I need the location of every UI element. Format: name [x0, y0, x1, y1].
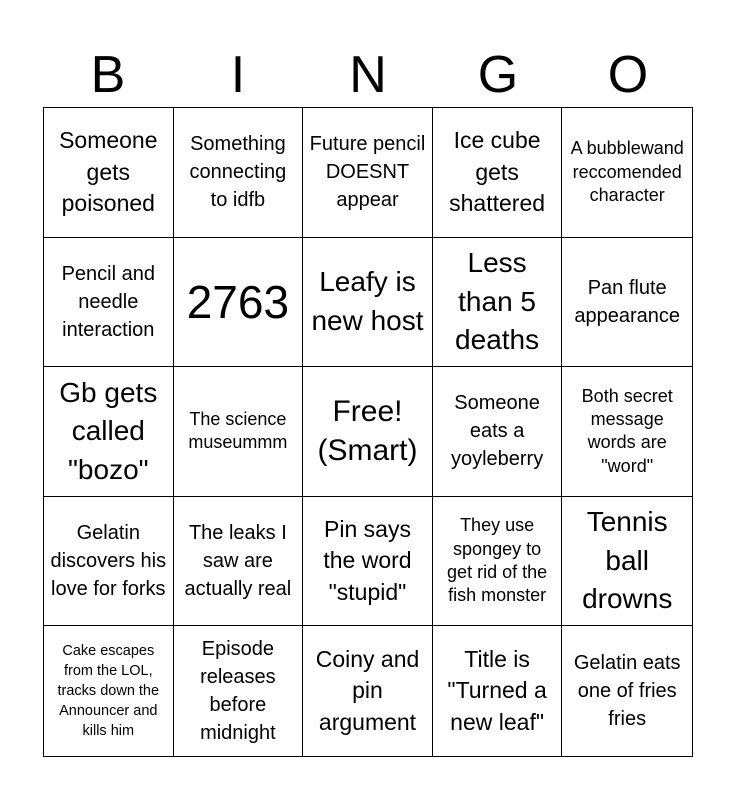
cell-text: Gb gets called "bozo"	[59, 376, 158, 485]
bingo-cell[interactable]	[303, 108, 433, 238]
cell-text: Someone gets poisoned	[59, 127, 158, 217]
cell-text: Title is "Turned a new leaf"	[447, 645, 547, 735]
cell-text: Both secret message words are "word"	[581, 385, 673, 476]
cell-text: Coiny and pin argument	[315, 645, 420, 735]
bingo-cell[interactable]	[303, 497, 433, 627]
cell-text: Gelatin eats one of fries fries	[573, 652, 681, 731]
bingo-cell[interactable]	[174, 108, 304, 238]
cell-text: Episode releases before midnight	[200, 638, 276, 745]
bingo-cell[interactable]	[433, 108, 563, 238]
header-letter-n: N	[349, 46, 387, 104]
cell-text: Future pencil DOESNT appear	[309, 133, 426, 212]
header-letter-g: G	[477, 46, 519, 104]
bingo-cell[interactable]	[433, 367, 563, 497]
bingo-cell[interactable]	[303, 626, 433, 756]
free-space-cell[interactable]	[303, 367, 433, 497]
bingo-cell[interactable]	[174, 238, 304, 368]
cell-text: The leaks I saw are actually real	[184, 522, 292, 601]
cell-text: Tennis ball drowns	[582, 506, 673, 615]
cell-text: Less than 5 deaths	[455, 246, 540, 356]
bingo-cell[interactable]	[44, 108, 174, 238]
bingo-board	[43, 107, 693, 757]
cell-text: A bubblewand reccomended character	[570, 138, 684, 205]
cell-text: 2763	[186, 275, 290, 328]
bingo-cell[interactable]	[174, 626, 304, 756]
cell-text: Ice cube gets shattered	[449, 127, 546, 217]
bingo-header	[43, 42, 693, 108]
cell-text: Pan flute appearance	[574, 276, 681, 327]
cell-text: Something connecting to idfb	[189, 133, 287, 212]
header-letter-b: B	[90, 46, 126, 104]
cell-text: Cake escapes from the LOL, tracks down the Announcer and kills him	[57, 643, 160, 740]
bingo-cell[interactable]	[562, 367, 692, 497]
bingo-cell[interactable]	[44, 626, 174, 756]
bingo-cell[interactable]	[303, 238, 433, 368]
bingo-cell[interactable]	[174, 367, 304, 497]
bingo-cell[interactable]	[174, 497, 304, 627]
cell-text: The science museummm	[188, 409, 288, 453]
bingo-cell[interactable]	[562, 108, 692, 238]
cell-text: Gelatin discovers his love for forks	[50, 522, 167, 601]
bingo-cell[interactable]	[562, 497, 692, 627]
bingo-cell[interactable]	[562, 626, 692, 756]
cell-text: Pencil and needle interaction	[61, 262, 155, 341]
cell-text: Free! (Smart)	[317, 395, 418, 468]
bingo-cell[interactable]	[433, 238, 563, 368]
header-letter-o: O	[607, 46, 649, 104]
cell-text: Leafy is new host	[311, 266, 424, 336]
bingo-cell[interactable]	[44, 367, 174, 497]
bingo-cell[interactable]	[44, 238, 174, 368]
bingo-cell[interactable]	[562, 238, 692, 368]
bingo-cell[interactable]	[433, 626, 563, 756]
cell-text: Someone eats a yoyleberry	[450, 392, 544, 471]
bingo-cell[interactable]	[433, 497, 563, 627]
cell-text: They use spongey to get rid of the fish monster	[447, 515, 548, 606]
bingo-cell[interactable]	[44, 497, 174, 627]
cell-text: Pin says the word "stupid"	[323, 515, 412, 605]
header-letter-i: I	[230, 46, 246, 104]
